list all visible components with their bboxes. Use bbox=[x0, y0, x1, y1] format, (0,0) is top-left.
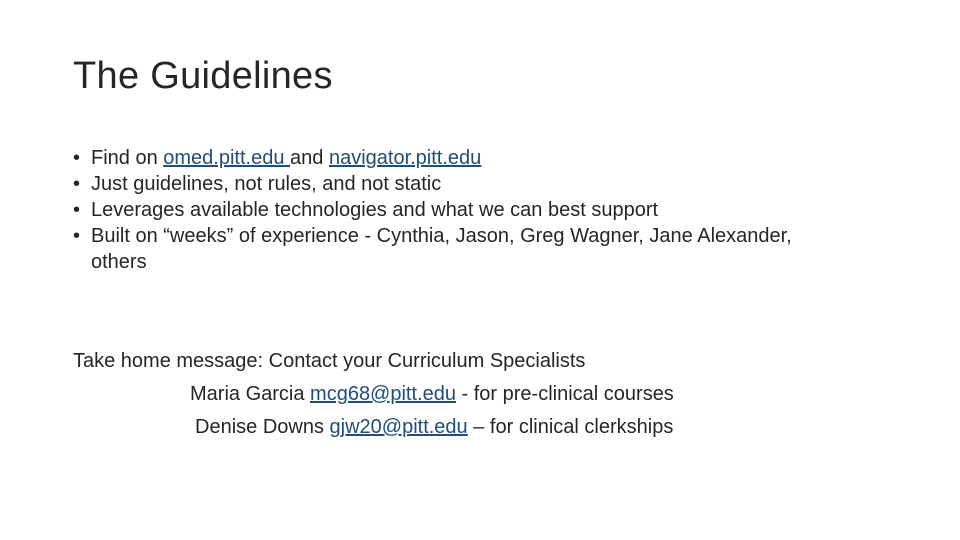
contact-denise bbox=[73, 411, 893, 444]
bullet-text: Find on bbox=[91, 147, 164, 169]
bullet-marker: • bbox=[73, 199, 81, 221]
bullet-text: and bbox=[290, 147, 329, 169]
take-home-heading: Take home message: Contact your Curriculum Specialists bbox=[73, 350, 586, 372]
omed-link[interactable]: omed.pitt.edu bbox=[163, 147, 291, 169]
maria-email-link[interactable]: mcg68@pitt.edu bbox=[310, 383, 456, 405]
contact-name: Maria Garcia bbox=[190, 383, 311, 405]
bullet-text: Just guidelines, not rules, and not static bbox=[91, 173, 442, 195]
slide-title: The Guidelines bbox=[73, 55, 333, 97]
bullet-list bbox=[73, 145, 833, 275]
bullet-item bbox=[73, 145, 833, 171]
bullet-item bbox=[73, 223, 833, 275]
bullet-item bbox=[73, 197, 833, 223]
contact-maria bbox=[73, 378, 893, 411]
contact-name: Denise Downs bbox=[195, 416, 330, 438]
bullet-text: Built on “weeks” of experience - Cynthia, Jason, Greg Wagner, Jane Alexander, others bbox=[91, 225, 792, 273]
bullet-marker: • bbox=[73, 173, 81, 195]
bullet-marker: • bbox=[73, 225, 81, 247]
navigator-link[interactable]: navigator.pitt.edu bbox=[328, 147, 482, 169]
bullet-item bbox=[73, 171, 833, 197]
bullet-text: Leverages available technologies and what we can best support bbox=[91, 199, 659, 221]
bullet-marker: • bbox=[73, 147, 81, 169]
contact-role: – for clinical clerkships bbox=[467, 416, 674, 438]
denise-email-link[interactable]: gjw20@pitt.edu bbox=[329, 416, 468, 438]
take-home-message bbox=[73, 345, 893, 444]
contact-role: - for pre-clinical courses bbox=[455, 383, 674, 405]
